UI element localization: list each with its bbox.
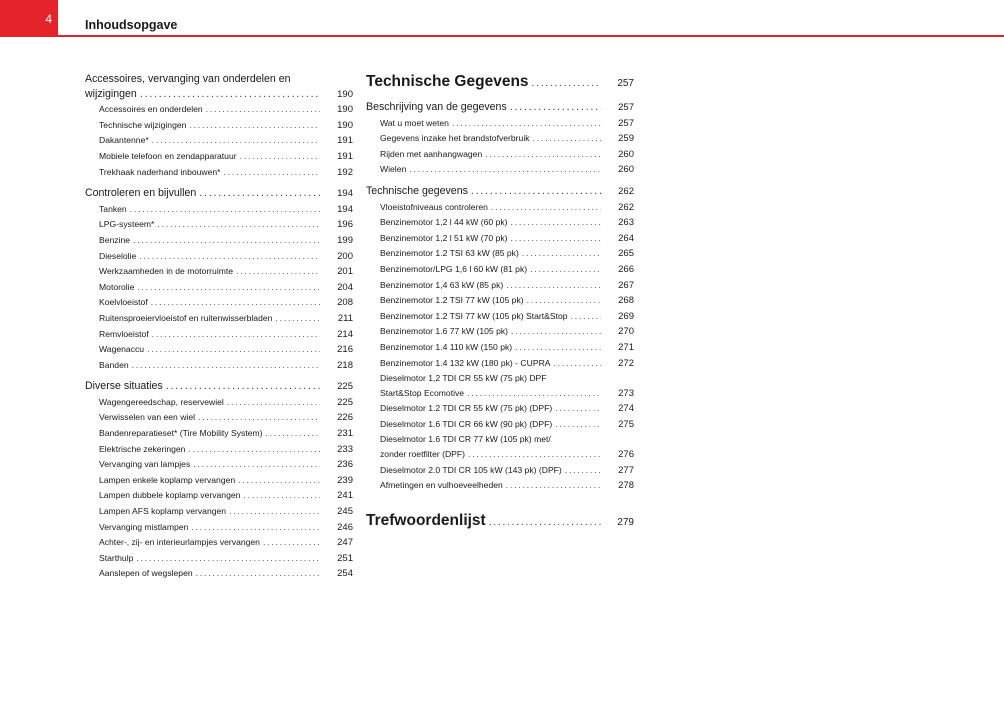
toc-page-number: 236 [337,459,353,471]
toc-page-number: 201 [337,266,353,278]
toc-entry-title-continued: zonder roetfilter (DPF) [380,449,466,460]
toc-entry-line [99,457,353,473]
toc-entry-line [380,246,634,262]
toc-entry-line [380,231,634,247]
toc-entry-line [99,233,353,249]
toc-page-number: 199 [337,234,353,246]
toc-entry-title: Dieselmotor 1,2 TDI CR 55 kW (75 pk) DPF [380,373,547,384]
toc-entry-line [380,278,634,294]
toc-entry-line [99,426,353,442]
toc-page-number: 257 [618,102,634,113]
dot-leader [491,200,601,215]
toc-entry-line [366,184,634,200]
toc-entry-title: Wagengereedschap, reservewiel [99,396,224,407]
dot-leader [196,566,320,581]
dot-leader [527,293,601,308]
toc-entry-sub[interactable] [366,147,634,163]
toc-entry-title: Banden [99,359,129,370]
toc-page-number: 211 [337,312,353,324]
toc-page-number: 191 [337,150,353,162]
toc-entry-title: Benzinemotor 1.2 TSI 63 kW (85 pk) [380,248,519,259]
dot-leader [533,131,601,146]
toc-right-column [366,72,634,533]
toc-page-number: 191 [337,135,353,147]
toc-entry-main[interactable] [85,186,353,202]
dot-leader [555,401,601,416]
toc-entry-main[interactable] [366,184,634,200]
toc-entry-line [99,149,353,165]
toc-entry-sub[interactable] [366,432,634,462]
toc-entry-line [380,293,634,309]
toc-entry-sub[interactable] [85,504,353,520]
dot-leader [133,233,320,248]
toc-page-number: 262 [618,185,634,197]
toc-entry-title: Benzinemotor 1.2 TSI 77 kW (105 pk) Start&Stop [380,310,568,321]
dot-leader [130,202,320,217]
toc-entry-sub[interactable] [85,311,353,327]
toc-entry-sub[interactable] [85,327,353,343]
dot-leader [191,520,320,535]
toc-entry-title: Trefwoordenlijst [366,511,486,529]
toc-entry-line [99,133,353,149]
toc-page-number: 204 [337,281,353,293]
toc-entry-line [99,295,353,311]
toc-page-number: 216 [337,344,353,356]
toc-entry-sub[interactable] [85,395,353,411]
toc-entry-sub[interactable] [85,217,353,233]
toc-page-number: 267 [618,279,634,291]
toc-page-number: 264 [618,232,634,244]
dot-leader [206,102,320,117]
toc-entry-title: Remvloeistof [99,328,149,339]
toc-entry-line [380,386,634,402]
toc-page-number: 270 [618,326,634,338]
toc-entry-sub[interactable] [366,162,634,178]
toc-entry-sub[interactable] [85,410,353,426]
dot-leader [152,327,320,342]
toc-entry-line [99,342,353,358]
toc-entry-title: Wielen [380,164,407,175]
dot-leader [243,488,320,503]
toc-entry-title: Koelvloeistof [99,297,148,308]
toc-page-number: 251 [337,552,353,564]
toc-entry-title: Benzinemotor 1.4 132 kW (180 pk) - CUPRA [380,357,551,368]
toc-entry-sub[interactable] [85,457,353,473]
dot-leader [147,342,320,357]
toc-page-number: 233 [337,443,353,455]
toc-entry-line [99,442,353,458]
toc-entry-line [99,264,353,280]
toc-entry-title: Benzinemotor 1.2 TSI 77 kW (105 pk) [380,295,524,306]
toc-entry-line [99,165,353,181]
toc-entry-title: Trekhaak naderhand inbouwen* [99,166,221,177]
toc-entry-sub[interactable] [85,535,353,551]
toc-entry-sub[interactable] [366,401,634,417]
toc-page-number: 262 [618,201,634,213]
toc-entry-title: Benzinemotor 1.6 77 kW (105 pk) [380,326,509,337]
toc-entry-line [99,473,353,489]
toc-entry-line [99,504,353,520]
toc-entry-sub[interactable] [366,231,634,247]
toc-page-number: 214 [337,328,353,340]
toc-entry-line [380,417,634,433]
toc-entry-sub[interactable] [366,200,634,216]
toc-entry-title: Controleren en bijvullen [85,187,197,200]
toc-entry-sub[interactable] [366,417,634,433]
toc-page-number: 239 [337,474,353,486]
page-title: Inhoudsopgave [85,18,178,32]
page-number: 4 [0,0,58,37]
toc-entry-line [99,311,353,327]
toc-entry-title: Accessoires en onderdelen [99,104,203,115]
toc-page-number: 245 [337,506,353,518]
toc-entry-title: Vervanging mistlampen [99,521,189,532]
dot-leader [188,442,320,457]
dot-leader [555,417,601,432]
toc-page-number: 257 [617,78,634,89]
toc-entry-line [366,511,634,533]
dot-leader [151,295,320,310]
toc-entry-line [380,401,634,417]
toc-entry-title: Lampen dubbele koplamp vervangen [99,490,241,501]
toc-entry-sub[interactable] [366,340,634,356]
toc-entry-title: Dieselmotor 1.2 TDI CR 55 kW (75 pk) (DPF) [380,403,553,414]
toc-entry-title: Technische gegevens [366,184,468,197]
toc-entry-title: Gegevens inzake het brandstofverbruik [380,133,530,144]
toc-page-number: 241 [337,490,353,502]
dot-leader [409,162,601,177]
toc-entry-line [99,410,353,426]
toc-entry-sub[interactable] [85,295,353,311]
toc-entry-line [380,340,634,356]
dot-leader [266,426,320,441]
dot-leader [565,463,601,478]
toc-entry-sub[interactable] [85,118,353,134]
toc-page-number: 247 [337,537,353,549]
dot-leader [140,87,320,102]
toc-entry-line [99,217,353,233]
toc-entry-title: Ruitensproeiervloeistof en ruitenwisserbladen [99,312,273,323]
toc-entry-line [380,200,634,216]
toc-entry-line [380,463,634,479]
toc-page-number: 260 [618,148,634,160]
dot-leader [193,457,320,472]
toc-entry-line [99,566,353,582]
toc-entry-line [366,100,634,116]
dot-leader [571,309,601,324]
toc-entry-sub[interactable] [366,309,634,325]
dot-leader [166,379,320,394]
toc-entry-line [366,72,634,94]
toc-entry-title: Benzinemotor 1,2 l 44 kW (60 pk) [380,217,508,228]
toc-entry-title: Dieselmotor 1.6 TDI CR 77 kW (105 pk) met/ [380,434,551,445]
dot-leader [198,410,320,425]
toc-entry-title: Beschrijving van de gegevens [366,101,507,113]
toc-page-number: 277 [618,464,634,476]
toc-page-number: 268 [618,295,634,307]
dot-leader [227,395,320,410]
dot-leader [189,118,320,133]
toc-page-number: 254 [337,568,353,580]
dot-leader [136,551,320,566]
toc-entry-line [380,447,634,463]
header-rule [58,35,1004,37]
toc-page-number: 226 [337,412,353,424]
toc-entry-line [380,162,634,178]
dot-leader [511,215,601,230]
toc-entry-sub[interactable] [366,371,634,401]
toc-entry-line [99,202,353,218]
dot-leader [238,473,320,488]
toc-page-number: 190 [337,88,353,100]
dot-leader [511,324,601,339]
dot-leader [506,278,601,293]
toc-entry-sub[interactable] [85,551,353,567]
toc-entry-title: Starthulp [99,552,134,563]
dot-leader [137,280,320,295]
toc-entry-sub[interactable] [366,116,634,132]
toc-entry-title: Elektrische zekeringen [99,443,186,454]
toc-entry-sub[interactable] [366,356,634,372]
toc-page-number: 272 [618,357,634,369]
toc-page-number: 246 [337,521,353,533]
toc-page-number: 260 [618,164,634,176]
toc-page-number: 257 [618,117,634,129]
dot-leader [240,149,320,164]
toc-entry-title: Wat u moet weten [380,117,449,128]
toc-page-number: 192 [337,166,353,178]
toc-entry-sub[interactable] [85,342,353,358]
toc-entry-title: Aanslepen of wegslepen [99,568,193,579]
dot-leader [506,478,601,493]
toc-left-column [85,72,353,582]
dot-leader [152,133,320,148]
toc-page-number: 196 [337,219,353,231]
toc-entry-title: Mobiele telefoon en zendapparatuur [99,150,237,161]
toc-entry-title: Dieselolie [99,250,137,261]
toc-entry-sub[interactable] [366,131,634,147]
dot-leader [263,535,320,550]
dot-leader [530,262,601,277]
dot-leader [468,447,601,462]
toc-entry-main[interactable] [366,100,634,116]
dot-leader [236,264,320,279]
toc-entry-line [380,215,634,231]
toc-entry-line [380,478,634,494]
toc-entry-title: Vloeistofniveaus controleren [380,201,488,212]
toc-page-number: 278 [618,480,634,492]
toc-entry-section[interactable] [366,511,634,533]
toc-entry-sub[interactable] [366,262,634,278]
dot-leader [275,311,320,326]
toc-entry-sub[interactable] [85,133,353,149]
dot-leader [522,246,601,261]
toc-entry-line [85,379,353,395]
toc-entry-main[interactable] [85,72,353,102]
toc-entry-sub[interactable] [366,324,634,340]
dot-leader [510,100,601,115]
toc-page-number: 208 [337,297,353,309]
toc-entry-sub[interactable] [85,249,353,265]
toc-entry-line [99,551,353,567]
dot-leader [229,504,320,519]
toc-entry-title: Technische Gegevens [366,73,529,90]
toc-entry-title: Tanken [99,203,127,214]
toc-entry-title: Lampen enkele koplamp vervangen [99,474,236,485]
toc-entry-line [99,358,353,374]
toc-page-number: 259 [618,133,634,145]
dot-leader [467,386,601,401]
toc-page-number: 271 [618,341,634,353]
toc-entry-sub[interactable] [85,233,353,249]
toc-page-number: 266 [618,263,634,275]
toc-entry-line [380,309,634,325]
toc-entry-title: Benzinemotor 1,2 l 51 kW (70 pk) [380,232,508,243]
dot-leader [224,165,320,180]
dot-leader [554,356,601,371]
toc-page-number: 194 [337,203,353,215]
toc-entry-sub[interactable] [85,264,353,280]
toc-entry-sub[interactable] [85,566,353,582]
toc-entry-section[interactable] [366,72,634,94]
toc-entry-title: Benzinemotor 1,4 63 kW (85 pk) [380,279,504,290]
toc-entry-sub[interactable] [85,488,353,504]
toc-entry-main[interactable] [85,379,353,395]
toc-page-number: 231 [337,428,353,440]
toc-entry-line [85,87,353,103]
toc-entry-line [380,131,634,147]
toc-entry-title: Bandenreparatieset* (Tire Mobility System) [99,428,263,439]
toc-entry-title: Dakantenne* [99,135,149,146]
toc-page-number: 218 [337,359,353,371]
toc-entry-title: LPG-systeem* [99,219,155,230]
dot-leader [139,249,320,264]
toc-entry-title: Dieselmotor 2.0 TDI CR 105 kW (143 pk) (DPF) [380,464,562,475]
toc-entry-line [99,249,353,265]
toc-entry-line [99,535,353,551]
toc-entry-title: Werkzaamheden in de motorruimte [99,266,234,277]
toc-entry-line [99,488,353,504]
toc-entry-sub[interactable] [366,293,634,309]
toc-page-number: 200 [337,250,353,262]
toc-page-number: 274 [618,403,634,415]
toc-entry-title: Benzine [99,234,131,245]
toc-page-number: 190 [337,104,353,116]
dot-leader [157,217,320,232]
toc-entry-title-continued: Start&Stop Ecomotive [380,387,465,398]
toc-entry-sub[interactable] [85,473,353,489]
toc-entry-sub[interactable] [85,280,353,296]
toc-entry-sub[interactable] [366,246,634,262]
toc-entry-title: Benzinemotor 1.4 110 kW (150 pk) [380,341,513,352]
toc-page-number: 265 [618,248,634,260]
dot-leader [511,231,601,246]
toc-entry-title: Lampen AFS koplamp vervangen [99,506,227,517]
toc-entry-line [99,395,353,411]
toc-entry-title: Benzinemotor/LPG 1,6 l 60 kW (81 pk) [380,263,528,274]
dot-leader [485,147,601,162]
toc-entry-title: Vervanging van lampjes [99,459,191,470]
dot-leader [489,513,601,533]
toc-entry-title: Diverse situaties [85,380,163,393]
toc-entry-line [99,327,353,343]
toc-page-number: 273 [618,387,634,399]
toc-entry-title: Verwisselen van een wiel [99,412,196,423]
toc-entry-sub[interactable] [85,358,353,374]
dot-leader [132,358,320,373]
toc-entry-line [99,280,353,296]
toc-entry-line [380,116,634,132]
toc-entry-sub[interactable] [85,102,353,118]
toc-entry-sub[interactable] [366,278,634,294]
toc-entry-title-continued: wijzigingen [85,87,137,100]
toc-entry-title: Dieselmotor 1.6 TDI CR 66 kW (90 pk) (DPF) [380,418,553,429]
toc-entry-line [380,356,634,372]
toc-page-number: 225 [337,396,353,408]
toc-entry-title: Afmetingen en vulhoeveelheden [380,480,503,491]
toc-entry-title: Achter-, zij- en interieurlampjes vervangen [99,537,260,548]
toc-entry-title: Technische wijzigingen [99,119,187,130]
toc-entry-sub[interactable] [366,463,634,479]
dot-leader [532,74,601,94]
toc-entry-line [380,147,634,163]
dot-leader [452,116,601,131]
toc-page-number: 275 [618,418,634,430]
toc-entry-line [85,186,353,202]
dot-leader [199,186,320,201]
dot-leader [515,340,601,355]
toc-entry-line [380,262,634,278]
toc-entry-line [99,118,353,134]
toc-entry-title: Wagenaccu [99,344,145,355]
toc-page-number: 276 [618,449,634,461]
toc-entry-line [99,102,353,118]
toc-entry-sub[interactable] [366,215,634,231]
dot-leader [471,184,601,199]
toc-page-number: 269 [618,310,634,322]
toc-entry-title: Accessoires, vervanging van onderdelen en [85,73,291,85]
toc-page-number: 194 [337,188,353,200]
toc-entry-sub[interactable] [85,149,353,165]
toc-entry-sub[interactable] [85,202,353,218]
toc-entry-sub[interactable] [85,165,353,181]
toc-page-number: 190 [337,119,353,131]
toc-page-number: 263 [618,217,634,229]
toc-entry-title: Rijden met aanhangwagen [380,148,483,159]
toc-page-number: 279 [617,516,634,528]
toc-entry-sub[interactable] [366,478,634,494]
toc-page-number: 225 [337,381,353,393]
toc-entry-sub[interactable] [85,442,353,458]
toc-entry-line [380,324,634,340]
toc-entry-sub[interactable] [85,426,353,442]
toc-entry-title: Motorolie [99,281,135,292]
toc-entry-sub[interactable] [85,520,353,536]
toc-entry-line [99,520,353,536]
